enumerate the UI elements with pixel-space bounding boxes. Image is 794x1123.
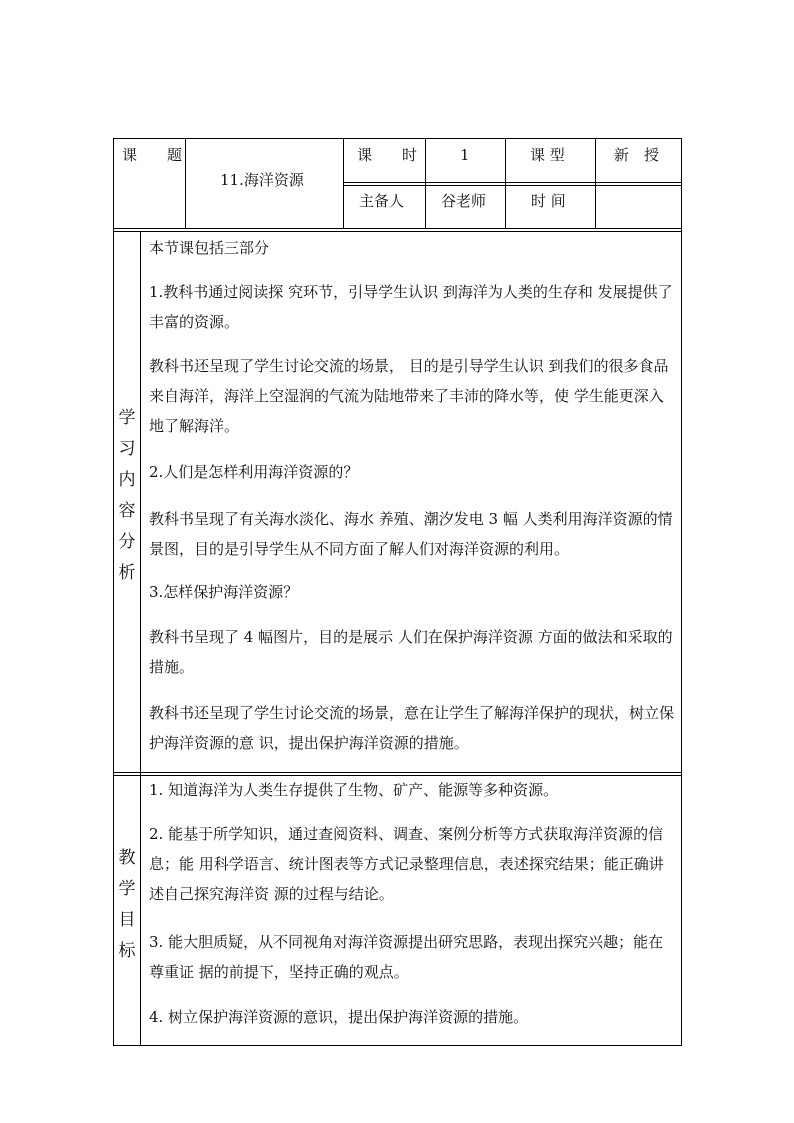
header-row-divider-double	[343, 185, 682, 186]
label-char: 学	[118, 879, 136, 899]
label-char: 内	[118, 470, 136, 490]
header-divider-period-value	[505, 138, 506, 229]
analysis-intro: 本节课包括三部分	[149, 239, 270, 257]
label-char: 析	[118, 563, 136, 583]
time-label: 时 间	[531, 192, 566, 210]
analysis-paragraph: 教科书还呈现了学生讨论交流的场景， 目的是引导学生认识 到我们的很多食品来自海洋，海洋上空湿润的气流为陆地带来了丰沛的降水等，使 学生能更深入地了解海洋。	[149, 357, 669, 435]
analysis-paragraph: 教科书呈现了 4 幅图片，目的是展示 人们在保护海洋资源 方面的做法和采取的措施。	[149, 628, 673, 676]
objective-item: 2. 能基于所学知识，通过查阅资料、调查、案例分析等方式获取海洋资源的信息；能 用科学语言、统计图表等方式记录整理信息，表述探究结果；能正确讲述自己探究海洋资 源的过程与结论。	[149, 825, 664, 903]
header-divider-subject	[185, 138, 186, 229]
type-label: 课 型	[530, 146, 565, 164]
analysis-paragraph: 教科书还呈现了学生讨论交流的场景，意在让学生了解海洋保护的现状，树立保护海洋资源的意 识，提出保护海洋资源的措施。	[149, 704, 675, 752]
analysis-paragraph: 2.人们是怎样利用海洋资源的？	[149, 463, 359, 481]
objective-item: 1. 知道海洋为人类生存提供了生物、矿产、能源等多种资源。	[149, 781, 559, 799]
subject-label: 课 题	[122, 146, 183, 164]
label-char: 分	[118, 532, 136, 552]
analysis-paragraph: 1.教科书通过阅读探 究环节，引导学生认识 到海洋为人类的生存和 发展提供了丰富的资源。	[149, 283, 673, 331]
label-char: 教	[118, 848, 136, 868]
table-border-top	[113, 138, 682, 139]
table-border-bottom	[113, 1045, 682, 1046]
analysis-section-label	[114, 403, 140, 589]
preparer-label: 主备人	[359, 192, 405, 210]
lesson-title: 11.海洋资源	[220, 171, 304, 189]
label-char: 目	[118, 910, 136, 930]
objectives-section-label	[114, 843, 140, 967]
header-row-divider	[343, 182, 682, 183]
header-bottom-border	[113, 228, 682, 229]
label-char: 学	[118, 408, 136, 428]
header-divider-type	[595, 138, 596, 229]
header-divider-period	[425, 138, 426, 229]
analysis-paragraph: 教科书呈现了有关海水淡化、海水 养殖、潮汐发电 3 幅 人类利用海洋资源的情景图，目的是引导学生从不同方面了解人们对海洋资源的利用。	[149, 510, 673, 558]
section-divider	[113, 772, 682, 773]
header-divider-title	[343, 138, 344, 229]
objective-item: 4. 树立保护海洋资源的意识，提出保护海洋资源的措施。	[149, 1008, 529, 1026]
header-bottom-border-double	[113, 231, 682, 232]
period-value: 1	[460, 146, 470, 164]
label-char: 标	[118, 941, 136, 961]
label-char: 习	[118, 439, 136, 459]
preparer-value: 谷老师	[441, 192, 487, 210]
body-label-column-divider	[140, 231, 141, 1046]
analysis-paragraph: 3.怎样保护海洋资源？	[149, 583, 299, 601]
table-border-right	[681, 138, 682, 1046]
period-label: 课 时	[357, 146, 418, 164]
type-value: 新 授	[614, 146, 660, 164]
label-char: 容	[118, 501, 136, 521]
objective-item: 3. 能大胆质疑，从不同视角对海洋资源提出研究思路，表现出探究兴趣；能在尊重证 据的前提下，坚持正确的观点。	[149, 933, 664, 981]
